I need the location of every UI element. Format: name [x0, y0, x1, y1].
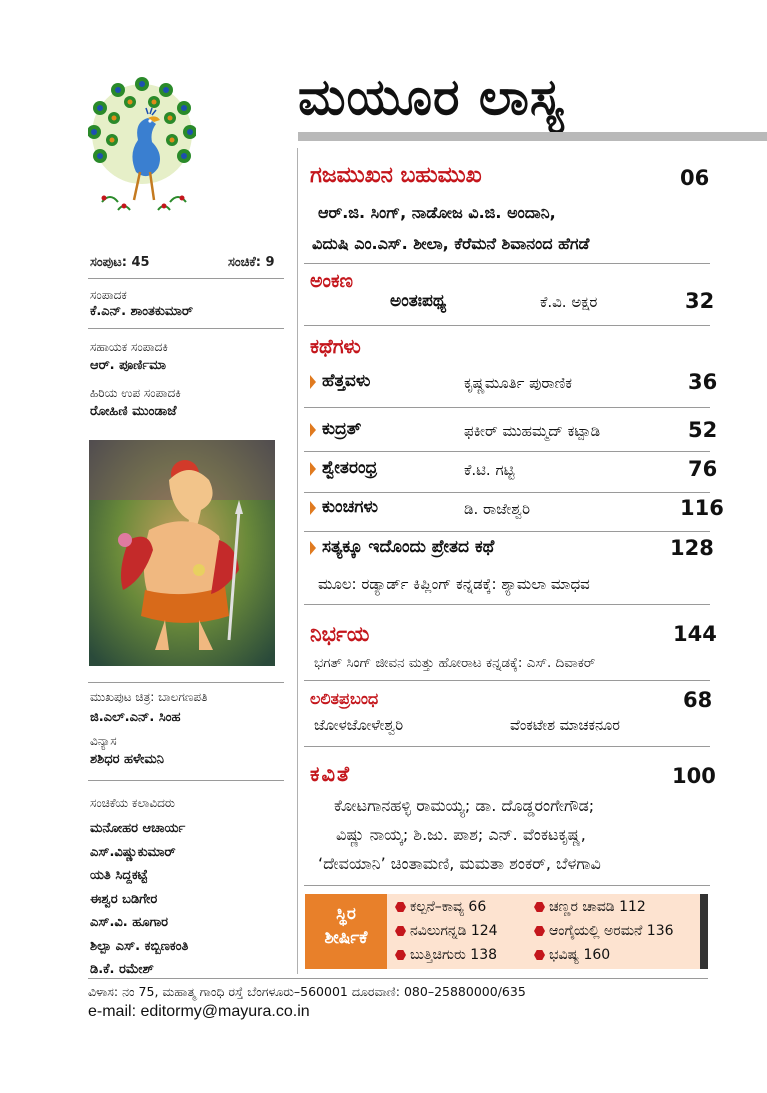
story-author: ಕೆ.ಟಿ. ಗಟ್ಟಿ [464, 461, 515, 479]
volume-number: ಸಂಪುಟ: 45 [90, 255, 150, 270]
story-title: ಕುದ್ರತ್ [322, 419, 362, 439]
divider [304, 451, 710, 452]
story-page: 116 [680, 496, 724, 520]
ganesha-cover-image [89, 440, 275, 666]
story-title: ಕುಂಚಗಳು [322, 497, 379, 517]
divider [88, 328, 284, 329]
essay-section-heading: ಲಲಿತಪ್ರಬಂಧ [310, 689, 379, 708]
essay-title[interactable]: ಜೋಳಜೋಳೇಶ್ವರಿ [314, 716, 404, 734]
regular-feature-item[interactable]: ಭವಿಷ್ಯ 160 [534, 947, 610, 963]
divider [304, 531, 710, 532]
story-author: ಫಕೀರ್ ಮುಹಮ್ಮದ್ ಕಟ್ಪಾಡಿ [464, 422, 601, 440]
divider [304, 680, 710, 681]
story-page: 76 [688, 457, 718, 481]
feature-contributors: ಆರ್.ಜಿ. ಸಿಂಗ್, ನಾಡೋಜ ವಿ.ಜಿ. ಅಂದಾನಿ, [318, 203, 556, 222]
regular-feature-item[interactable]: ಆಂಗೈಯಲ್ಲಿ ಅರಮನೆ 136 [534, 923, 674, 939]
design-label: ವಿನ್ಯಾಸ [90, 734, 117, 748]
issue-number: ಸಂಚಿಕೆ: 9 [228, 255, 275, 270]
assistant-editor-name: ಆರ್. ಪೂರ್ಣಿಮಾ [90, 358, 167, 373]
story-author: ಕೃಷ್ಣಮೂರ್ತಿ ಪುರಾಣಿಕ [464, 374, 572, 392]
regular-features-label [305, 894, 387, 969]
panel-edge [700, 894, 708, 969]
story-author: ಡಿ. ರಾಜೇಶ್ವರಿ [464, 500, 531, 518]
peacock-logo [88, 70, 196, 230]
poetry-section-heading: ಕವಿತೆ [310, 762, 351, 786]
artist-name: ಈಶ್ವರ ಬಡಿಗೇರ [90, 891, 158, 907]
editor-name: ಕೆ.ಎನ್. ಶಾಂತಕುಮಾರ್ [90, 304, 193, 319]
feature-title[interactable]: ಗಜಮುಖನ ಬಹುಮುಖ [310, 163, 482, 188]
regular-features-list [387, 894, 700, 969]
poetry-page: 100 [672, 764, 716, 788]
divider [304, 492, 710, 493]
cover-artist-name: ಜಿ.ಎಲ್.ಎನ್. ಸಿಂಹ [90, 710, 181, 725]
artists-label: ಸಂಚಿಕೆಯ ಕಲಾವಿದರು [90, 796, 175, 810]
divider [88, 780, 284, 781]
poet-line: ವಿಷ್ಣು ನಾಯ್ಕ; ಶಿ.ಜು. ಪಾಶ; ಎನ್. ವೆಂಕಟಕೃಷ್ಣ, [336, 825, 586, 844]
hexagon-bullet-icon [395, 926, 406, 937]
story-row[interactable] [310, 457, 718, 484]
masthead-title: ಮಯೂರ ಲಾಸ್ಯ [298, 68, 565, 126]
column-title[interactable]: ಅಂತಃಪಥ್ಯ [390, 291, 447, 311]
essay-page: 68 [683, 688, 713, 712]
divider [304, 604, 710, 605]
story-page: 128 [670, 536, 714, 560]
regular-feature-item[interactable]: ಬುತ್ತಿಚಿಗುರು 138 [395, 947, 497, 963]
footer-rule [88, 978, 708, 979]
essay-author: ವೆಂಕಟೇಶ ಮಾಚಕನೂರ [510, 718, 620, 734]
assistant-editor-label: ಸಹಾಯಕ ಸಂಪಾದಕಿ [90, 340, 168, 354]
divider [304, 263, 710, 264]
story-title: ಸತ್ಯಕ್ಕೂ ಇದೊಂದು ಪ್ರೇತದ ಕಥೆ [322, 537, 495, 557]
artist-name: ಯತಿ ಸಿದ್ದಕಟ್ಟೆ [90, 868, 148, 883]
divider [304, 746, 710, 747]
divider [88, 278, 284, 279]
stories-section-heading: ಕಥೆಗಳು [310, 334, 361, 358]
hexagon-bullet-icon [534, 950, 545, 961]
divider [304, 407, 710, 408]
regular-features-label-line2: ಶೀರ್ಷಿಕೆ [324, 928, 368, 948]
column-author: ಕೆ.ವಿ. ಅಕ್ಷರ [540, 293, 598, 311]
artist-name: ಎಸ್.ವಿ. ಹೂಗಾರ [90, 915, 169, 930]
story-page: 52 [688, 418, 718, 442]
designer-name: ಶಶಿಧರ ಹಳೇಮನಿ [90, 752, 164, 767]
regular-feature-item[interactable]: ಚಣ್ಣರ ಚಾವಡಿ 112 [534, 899, 646, 915]
footer-email[interactable]: e-mail: editormy@mayura.co.in [88, 1003, 310, 1020]
regular-feature-item[interactable]: ಕಲ್ಪನೆ–ಕಾವ್ಯ 66 [395, 899, 486, 915]
triangle-bullet-icon [310, 462, 316, 476]
triangle-bullet-icon [310, 375, 316, 389]
column-section-heading: ಅಂಕಣ [310, 270, 353, 292]
story-title: ಹೆತ್ತವಳು [322, 371, 371, 391]
triangle-bullet-icon [310, 423, 316, 437]
hexagon-bullet-icon [534, 902, 545, 913]
artist-name: ಮನೋಹರ ಆಚಾರ್ಯ [90, 821, 186, 836]
cover-art-label: ಮುಖಪುಟ ಚಿತ್ರ: ಬಾಲಗಣಪತಿ [90, 690, 208, 704]
regular-feature-item[interactable]: ನವಿಲುಗನ್ನಡಿ 124 [395, 923, 498, 939]
triangle-bullet-icon [310, 501, 316, 515]
artist-name: ಎಸ್.ವಿಷ್ಣುಕುಮಾರ್ [90, 844, 176, 860]
divider [304, 885, 710, 886]
artists-list [90, 817, 188, 982]
story-credit: ಮೂಲ: ರಡ್ಯಾರ್ಡ್ ಕಿಪ್ಲಿಂಗ್ ಕನ್ನಡಕ್ಕೆ: ಶ್ಯಾಮಲಾ ಮಾಧವ [318, 575, 590, 593]
nirbhaya-page: 144 [673, 622, 717, 646]
hexagon-bullet-icon [534, 926, 545, 937]
divider [304, 325, 710, 326]
regular-features-label-line1: ಸ್ಥಿರ [336, 904, 356, 924]
hexagon-bullet-icon [395, 902, 406, 913]
hexagon-bullet-icon [395, 950, 406, 961]
divider [88, 682, 284, 683]
feature-page: 06 [680, 166, 710, 190]
nirbhaya-credit: ಭಗತ್ ಸಿಂಗ್ ಜೀವನ ಮತ್ತು ಹೋರಾಟ ಕನ್ನಡಕ್ಕೆ: ಎಸ್. ದಿವಾಕರ್ [314, 655, 596, 671]
story-row[interactable] [310, 370, 718, 397]
poet-line: ಕೋಟಗಾನಹಳ್ಳಿ ರಾಮಯ್ಯ; ಡಾ. ದೊಡ್ಡರಂಗೇಗೌಡ; [334, 796, 595, 815]
feature-contributors: ವಿದುಷಿ ಎಂ.ಎಸ್. ಶೀಲಾ, ಕೆರೆಮನೆ ಶಿವಾನಂದ ಹೆಗಡೆ [312, 234, 590, 253]
column-page: 32 [685, 289, 715, 313]
story-row[interactable] [310, 418, 718, 445]
artist-name: ಡಿ.ಕೆ. ರಮೇಶ್ [90, 962, 154, 977]
story-title: ಶ್ವೇತರಂಧ್ರ [322, 458, 378, 478]
editor-label: ಸಂಪಾದಕ [90, 288, 127, 302]
triangle-bullet-icon [310, 541, 316, 555]
footer-address: ವಿಳಾಸ: ನಂ 75, ಮಹಾತ್ಮ ಗಾಂಧಿ ರಸ್ತೆ ಬೆಂಗಳೂರು–560001 ದೂರವಾಣಿ: 080–25880000/635 [88, 984, 526, 999]
story-page: 36 [688, 370, 718, 394]
column-separator [297, 148, 298, 974]
senior-editor-name: ರೋಹಿಣಿ ಮುಂಡಾಜೆ [90, 404, 177, 419]
story-row[interactable] [310, 496, 724, 523]
poet-line: ‘ದೇವಯಾನಿ’ ಚಿಂತಾಮಣಿ, ಮಮತಾ ಶಂಕರ್, ಬೆಳಗಾವಿ [318, 854, 601, 873]
masthead-bar [298, 132, 767, 141]
senior-editor-label: ಹಿರಿಯ ಉಪ ಸಂಪಾದಕಿ [90, 386, 181, 400]
nirbhaya-title[interactable]: ನಿರ್ಭಯ [310, 622, 370, 646]
story-row[interactable] [310, 536, 714, 563]
artist-name: ಶಿಲ್ಪಾ ಎಸ್. ಕಬ್ಬಿಣಕಂತಿ [90, 938, 189, 954]
